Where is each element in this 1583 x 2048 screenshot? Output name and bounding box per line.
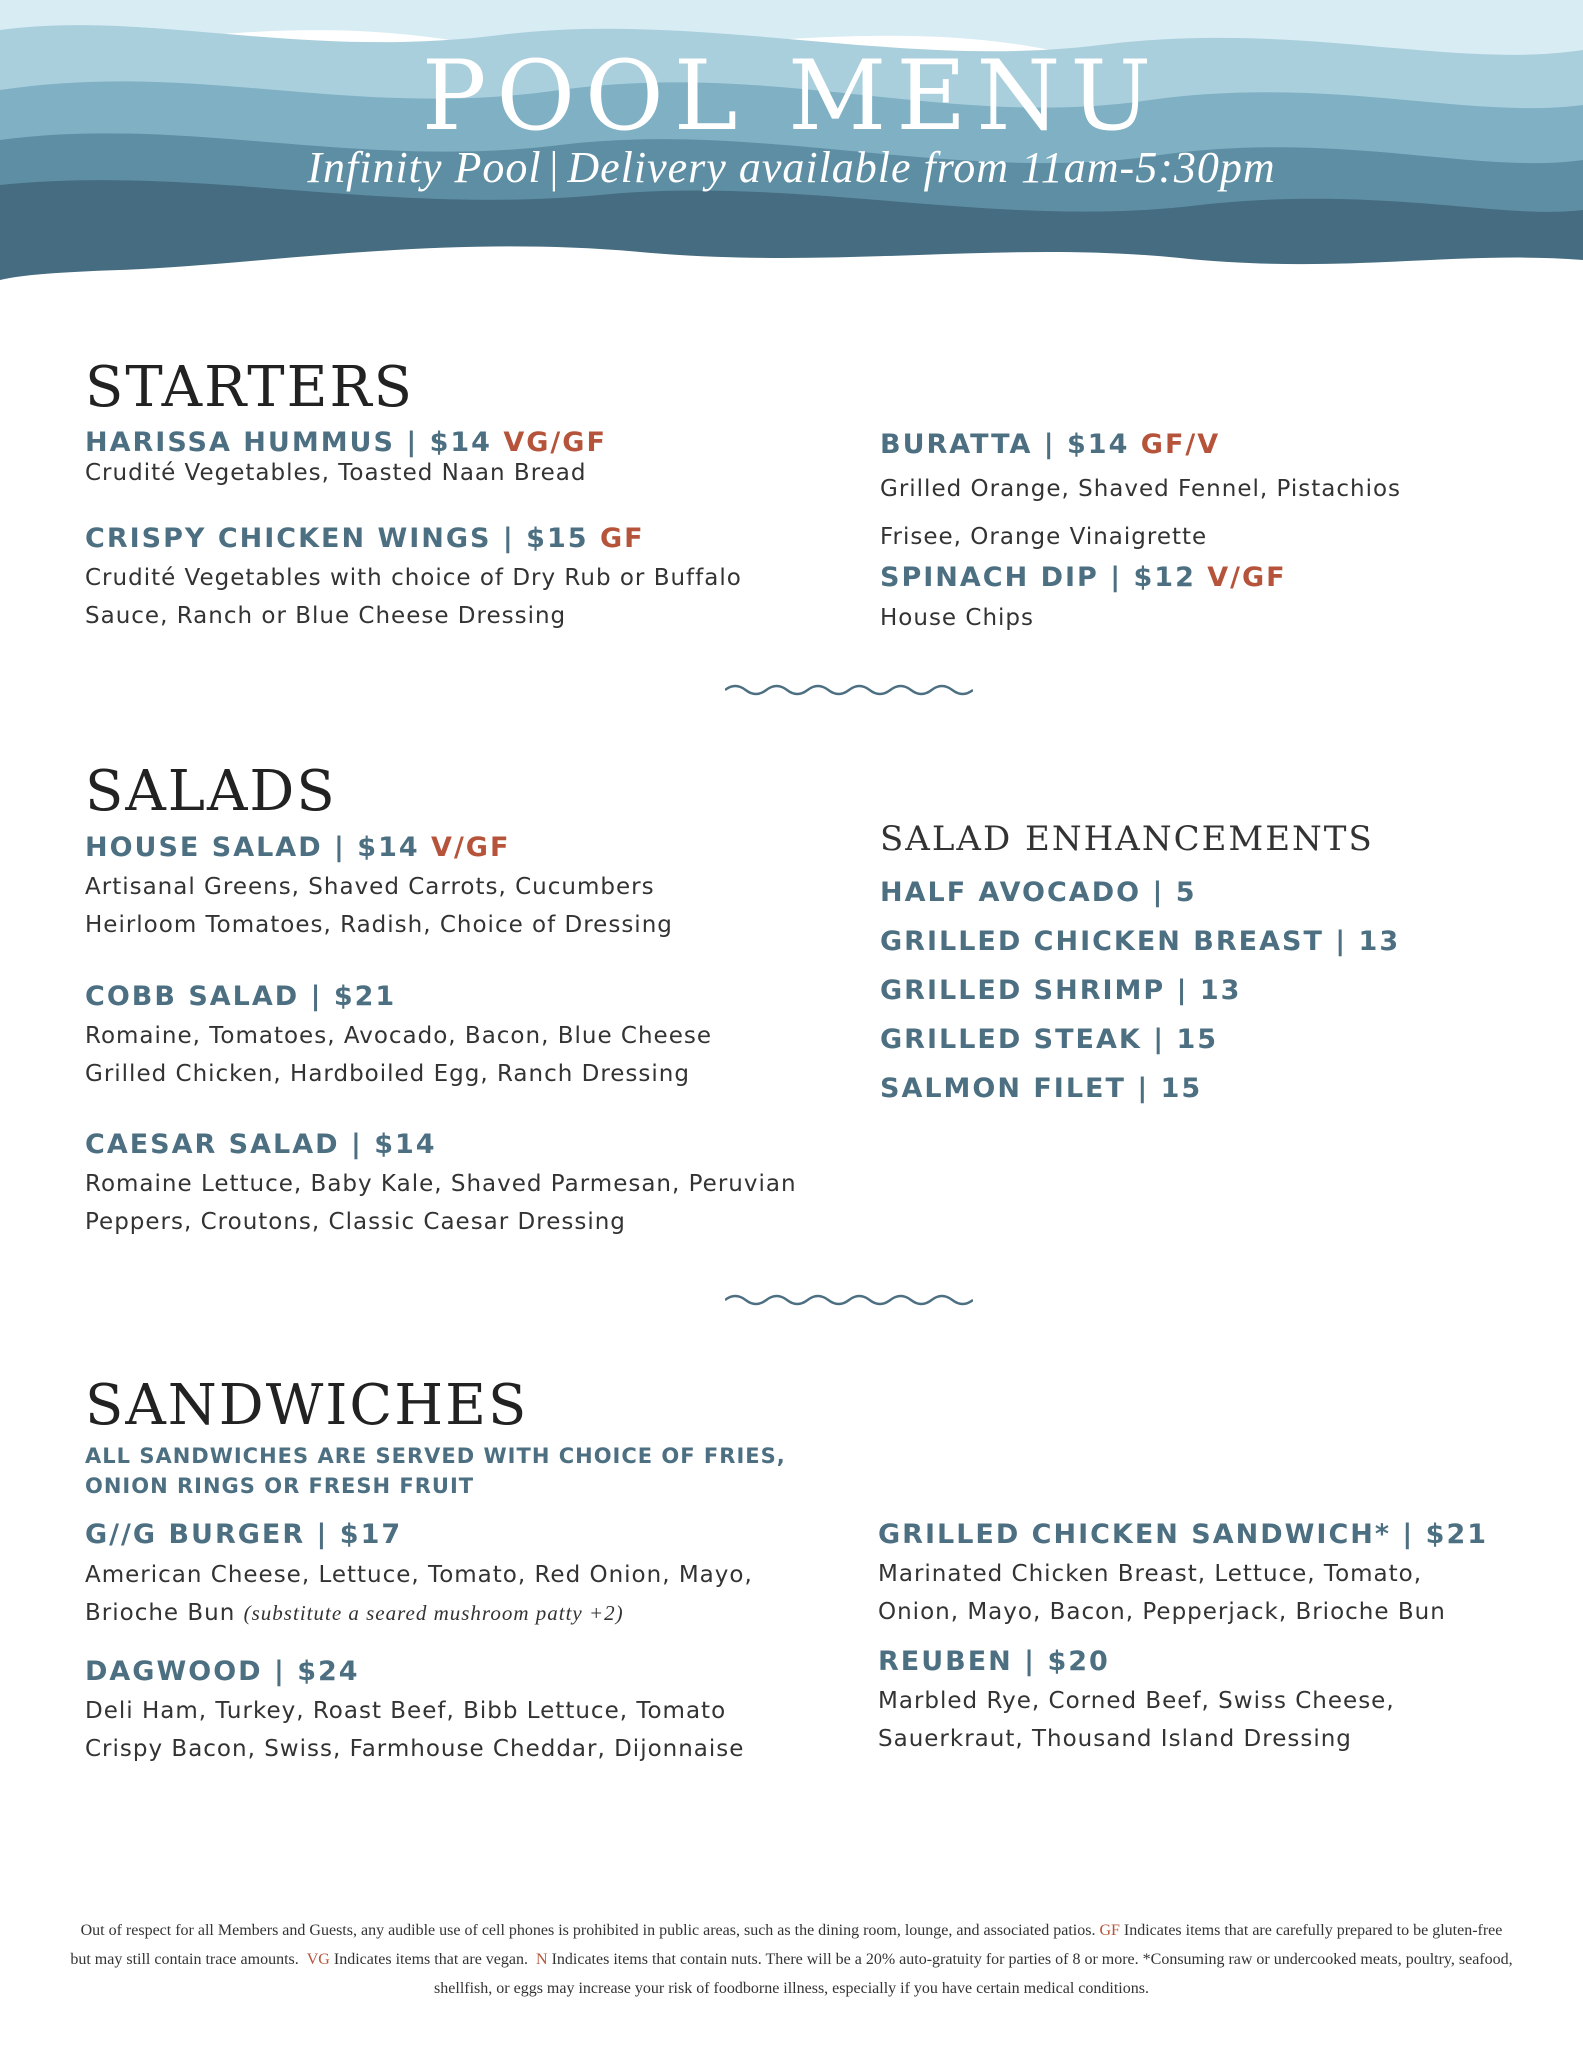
menu-item-description: Artisanal Greens, Shaved Carrots, Cucumbers Heirloom Tomatoes, Radish, Choice of Dressing [85, 874, 673, 938]
menu-item-name: GRILLED CHICKEN SANDWICH* | $21 [878, 1519, 1489, 1550]
enhancement-item: GRILLED SHRIMP | 13 [880, 975, 1242, 1006]
menu-item-name: CRISPY CHICKEN WINGS | $15 GF [85, 523, 645, 554]
enhancement-item: HALF AVOCADO | 5 [880, 877, 1197, 908]
menu-item-description: Romaine Lettuce, Baby Kale, Shaved Parmesan, Peruvian Peppers, Croutons, Classic Caesar Dressing [85, 1171, 797, 1235]
menu-item-description: Crudité Vegetables, Toasted Naan Bread [85, 460, 587, 486]
enhancement-item: SALMON FILET | 15 [880, 1073, 1203, 1104]
menu-item-description: Marbled Rye, Corned Beef, Swiss Cheese, Sauerkraut, Thousand Island Dressing [878, 1688, 1395, 1752]
enhancement-item: GRILLED STEAK | 15 [880, 1024, 1219, 1055]
salads-heading: SALADS [85, 759, 337, 824]
menu-item-name: REUBEN | $20 [878, 1646, 1110, 1677]
gf-tag: GF [1099, 1922, 1120, 1939]
enhancement-item: GRILLED CHICKEN BREAST | 13 [880, 926, 1401, 957]
sandwiches-heading: SANDWICHES [85, 1373, 529, 1438]
menu-item-description: House Chips [880, 605, 1034, 631]
menu-item-description: Marinated Chicken Breast, Lettuce, Tomato, Onion, Mayo, Bacon, Pepperjack, Brioche Bun [878, 1561, 1446, 1625]
menu-item-description: Crudité Vegetables with choice of Dry Rub or Buffalo Sauce, Ranch or Blue Cheese Dressing [85, 565, 742, 629]
menu-item-name: SPINACH DIP | $12 V/GF [880, 562, 1287, 593]
diet-tag: VG/GF [503, 427, 607, 458]
menu-item-description: Deli Ham, Turkey, Roast Beef, Bibb Lettuce, Tomato Crispy Bacon, Swiss, Farmhouse Cheddar, Dijonnaise [85, 1698, 745, 1762]
menu-item-description: Romaine, Tomatoes, Avocado, Bacon, Blue Cheese Grilled Chicken, Hardboiled Egg, Ranch Dressing [85, 1023, 712, 1087]
diet-tag: GF/V [1140, 429, 1221, 460]
delivery-hours: Delivery available from 11am-5:30pm [567, 143, 1276, 192]
menu-item-name: CAESAR SALAD | $14 [85, 1129, 437, 1160]
menu-item-name: G//G BURGER | $17 [85, 1519, 403, 1550]
menu-item-description: American Cheese, Lettuce, Tomato, Red Onion, Mayo, Brioche Bun (substitute a seared mushroom patty +2) [85, 1562, 753, 1626]
n-tag: N [536, 1951, 548, 1968]
header-banner [0, 0, 1583, 300]
menu-subtitle [0, 143, 1583, 192]
starters-heading: STARTERS [85, 355, 415, 420]
diet-tag: V/GF [431, 832, 511, 863]
diet-tag: GF [599, 523, 645, 554]
menu-item-description: Grilled Orange, Shaved Fennel, Pistachios Frisee, Orange Vinaigrette [880, 476, 1402, 550]
wave-divider [725, 680, 973, 700]
subtitle-separator: | [549, 143, 560, 192]
menu-item-name: COBB SALAD | $21 [85, 981, 397, 1012]
diet-tag: V/GF [1207, 562, 1287, 593]
wave-divider [725, 1290, 973, 1310]
menu-title: POOL MENU [421, 40, 1162, 152]
sandwich-sides-note: ALL SANDWICHES ARE SERVED WITH CHOICE OF FRIES, ONION RINGS OR FRESH FRUIT [85, 1444, 786, 1498]
menu-item-name: BURATTA | $14 GF/V [880, 429, 1221, 460]
substitution-note: (substitute a seared mushroom patty +2) [243, 1601, 624, 1625]
salad-enhancements-heading: SALAD ENHANCEMENTS [880, 819, 1374, 859]
menu-item-name: DAGWOOD | $24 [85, 1656, 360, 1687]
menu-item-name: HOUSE SALAD | $14 V/GF [85, 832, 511, 863]
footer-disclaimer: Out of respect for all Members and Guests, any audible use of cell phones is prohibited in public areas, such as the dining room, lounge, and associated patios. GF Indicates items that are carefully prepared to be gluten-free but may still contain trace amounts. VG Indicates items that are vegan. N Indicates items that contain nuts. There will be a 20% auto-gratuity for parties of 8 or more. *Consuming raw or undercooked meats, poultry, seafood, shellfish, or eggs may increase your risk of foodborne illness, especially if you have certain medical conditions. [70, 1922, 1513, 1997]
vg-tag: VG [306, 1951, 330, 1968]
venue-name: Infinity Pool [307, 143, 542, 192]
menu-item-name: HARISSA HUMMUS | $14 VG/GF [85, 427, 607, 458]
